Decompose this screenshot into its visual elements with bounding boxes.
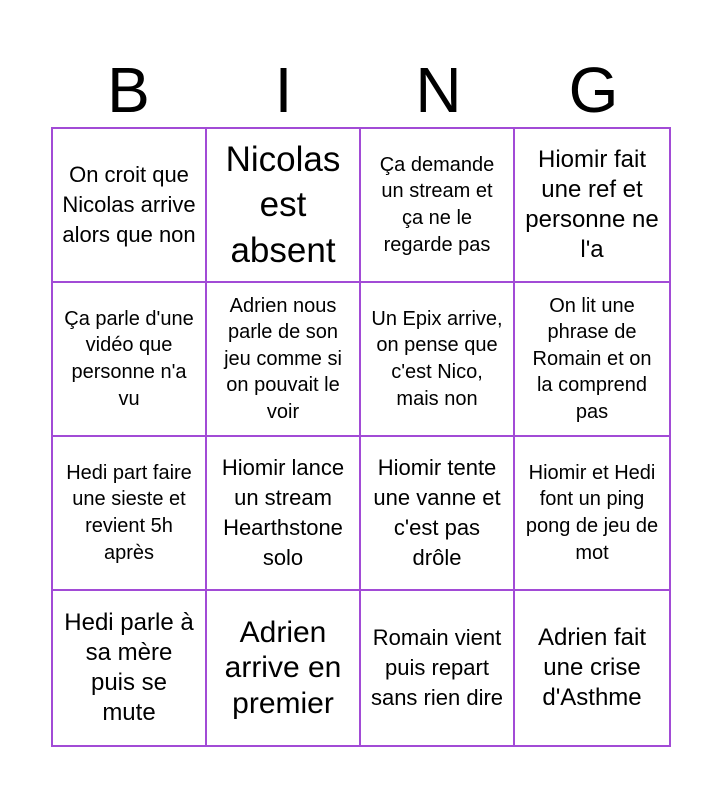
bingo-cell[interactable] bbox=[361, 437, 515, 591]
bingo-cell-text: Hedi part faire une sieste et revient 5h après bbox=[66, 461, 192, 564]
header-letter-g: G bbox=[568, 54, 619, 126]
bingo-cell-text: Un Epix arrive, on pense que c'est Nico, mais non bbox=[371, 307, 503, 410]
bingo-cell-text: Hiomir fait une ref et personne ne l'a bbox=[525, 146, 659, 263]
bingo-cell[interactable] bbox=[53, 437, 207, 591]
bingo-cell[interactable] bbox=[207, 591, 361, 745]
bingo-cell[interactable] bbox=[207, 437, 361, 591]
bingo-cell-text: Nicolas est absent bbox=[225, 139, 341, 270]
bingo-cell-text: Hiomir lance un stream Hearthstone solo bbox=[221, 455, 345, 570]
bingo-cell-text: Romain vient puis repart sans rien dire bbox=[370, 625, 504, 710]
bingo-cell-text: Hiomir et Hedi font un ping pong de jeu de mot bbox=[525, 461, 659, 564]
bingo-cell[interactable] bbox=[515, 283, 669, 437]
bingo-cell-text: Ça parle d'une vidéo que personne n'a vu bbox=[64, 307, 194, 410]
bingo-cell-text: Adrien arrive en premier bbox=[224, 615, 342, 720]
bingo-cell-text: Adrien nous parle de son jeu comme si on pouvait le voir bbox=[224, 294, 342, 423]
bingo-cell-text: Hedi parle à sa mère puis se mute bbox=[64, 609, 194, 726]
bingo-cell[interactable] bbox=[53, 283, 207, 437]
bingo-cell-text: On croit que Nicolas arrive alors que non bbox=[62, 162, 196, 247]
bingo-cell[interactable] bbox=[53, 591, 207, 745]
bingo-header bbox=[51, 52, 671, 128]
bingo-cell[interactable] bbox=[361, 283, 515, 437]
header-letter-n: N bbox=[415, 54, 462, 126]
bingo-cell[interactable] bbox=[515, 437, 669, 591]
bingo-cell-text: Ça demande un stream et ça ne le regarde pas bbox=[379, 153, 495, 256]
bingo-cell-text: Adrien fait une crise d'Asthme bbox=[537, 624, 647, 711]
bingo-cell-text: On lit une phrase de Romain et on la comprend pas bbox=[532, 294, 652, 423]
bingo-cell[interactable] bbox=[361, 591, 515, 745]
bingo-board bbox=[51, 127, 671, 747]
bingo-cell[interactable] bbox=[207, 283, 361, 437]
bingo-cell[interactable] bbox=[53, 129, 207, 283]
bingo-cell[interactable] bbox=[207, 129, 361, 283]
header-letter-b: B bbox=[107, 54, 150, 126]
header-letter-i: I bbox=[274, 54, 293, 126]
bingo-cell[interactable] bbox=[515, 591, 669, 745]
bingo-cell[interactable] bbox=[361, 129, 515, 283]
bingo-cell-text: Hiomir tente une vanne et c'est pas drôle bbox=[373, 455, 501, 570]
bingo-cell[interactable] bbox=[515, 129, 669, 283]
